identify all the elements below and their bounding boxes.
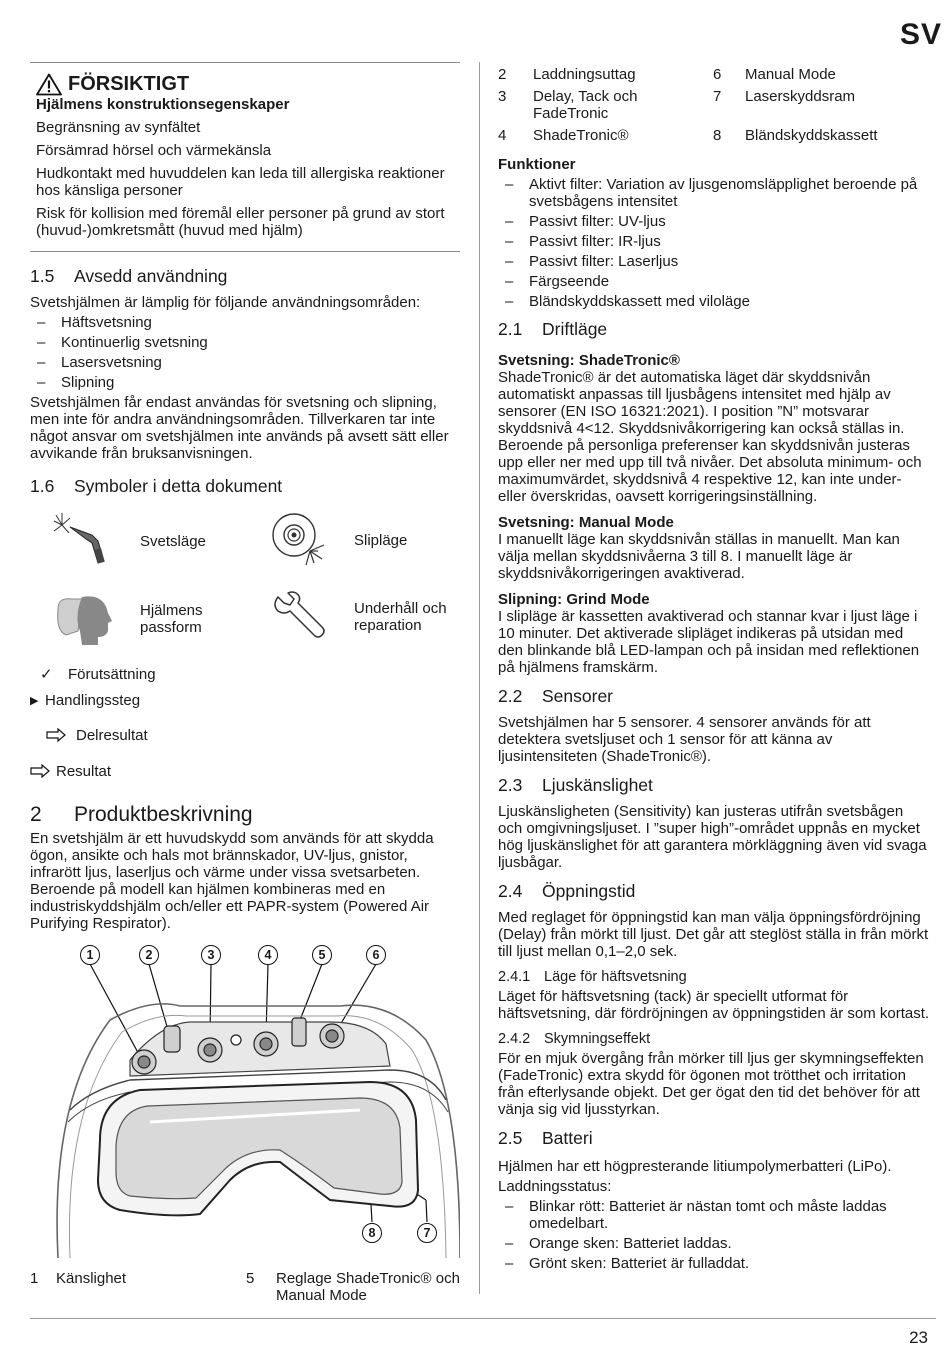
intended-use-list <box>30 314 460 391</box>
sensitivity-body: Ljuskänsligheten (Sensitivity) kan justeras utifrån svetsbågen och omgivningsljuset. I ”super high”-området uppnås en mycket hög ljuskänslighet för att garantera mörkläggning även vid svaga ljusbågar. <box>498 803 927 871</box>
outline-arrow-icon <box>46 728 72 742</box>
caution-item: Risk för kollision med föremål eller personer på grund av stort (huvud-)omkretsmått (huvud med hjälm) <box>36 205 445 239</box>
callout-6: 6 <box>366 945 386 965</box>
section-number: 1.5 <box>30 266 55 286</box>
list-item: – Passivt filter: Laserljus <box>505 253 679 270</box>
section-number: 2.2 <box>498 686 523 706</box>
wrench-icon <box>270 591 332 643</box>
legend-number: 3 <box>498 88 507 105</box>
caution-item: Begränsning av synfältet <box>36 119 201 136</box>
section-title: Driftläge <box>542 319 608 339</box>
section-title: Sensorer <box>542 686 614 706</box>
legend-label: Bländskyddskassett <box>745 127 878 144</box>
caution-header <box>36 73 460 96</box>
legend-number: 1 <box>30 1270 39 1287</box>
legend-label: Känslighet <box>56 1270 127 1287</box>
symbol-grid <box>30 511 460 661</box>
marker-partial-result: Delresultat <box>30 713 460 751</box>
warning-triangle-icon <box>36 73 62 96</box>
caution-item: Försämrad hörsel och värmekänsla <box>36 142 272 159</box>
caution-title: FÖRSIKTIGT <box>68 73 190 95</box>
helmet-figure <box>30 940 460 1258</box>
intended-use-body: Svetshjälmen får endast användas för svetsning och slipning, men inte för andra användningsområden. Tillverkaren tar inte något ansvar om svetshjälmen inte används på avsett sätt eller avvikande från bruksanvisningen. <box>30 394 449 462</box>
caution-subtitle: Hjälmens konstruktionsegenskaper <box>36 96 290 113</box>
symbol-weld <box>52 511 206 571</box>
subheading-shadetronic: Svetsning: ShadeTronic® <box>498 352 680 369</box>
list-item: – Orange sken: Batteriet laddas. <box>505 1235 732 1252</box>
section-title: Skymningseffekt <box>544 1031 651 1047</box>
subheading-grind-mode: Slipning: Grind Mode <box>498 591 650 608</box>
charging-status-list <box>498 1198 930 1272</box>
callout-5: 5 <box>312 945 332 965</box>
shadetronic-body: ShadeTronic® är det automatiska läget där skyddsnivån automatiskt anpassas till ljusbågens intensitet med hjälp av sensorer (EN ISO 16321:2021). I position ”N” motsvarar skyddsnivå 4<12. Skyddsnivåkorrigering kan också ställas in. Beroende på personliga preferenser kan skyddsnivån justeras upp eller ner med upp till två nivåer. Det absoluta minimum- och maximumvärdet, skyddsnivå 4 respektive 12, kan inte under- eller överskridas, oavsett korrigeringsinställning. <box>498 369 922 505</box>
section-number: 2 <box>30 803 42 826</box>
legend-label: Laddningsuttag <box>533 66 636 83</box>
symbol-maintenance <box>270 591 464 643</box>
list-item: – Slipning <box>37 374 115 391</box>
grind-mode-body: I slipläge är kassetten avaktiverad och stannar kvar i ljust läge i 10 minuter. Det aktiverade slipläget indikeras på utsidan med den blinkande blå LED-lampan och på insidan med reflektionen på hjälmens framskärm. <box>498 608 920 676</box>
section-heading-1-6 <box>30 476 460 497</box>
section-number: 2.5 <box>498 1128 523 1148</box>
welding-torch-icon <box>52 511 122 571</box>
helmet-fit-head-icon <box>52 591 122 647</box>
list-item: – Bländskyddskassett med viloläge <box>505 293 750 310</box>
manual-mode-body: I manuellt läge kan skyddsnivån ställas in manuellt. Man kan välja mellan skyddsnivåerna 3 till 8. I manuellt läge är skyddsnivåkorrigeringen avaktiverad. <box>498 531 900 582</box>
section-number: 2.1 <box>498 319 523 339</box>
fade-effect-body: För en mjuk övergång från mörker till ljus ger skymningseffekten (FadeTronic) extra skydd för ögonen mot trötthet och irritation från efterlysande objekt. Det ger ögat den tid det behöver för att vänja sig vid ljusstyrkan. <box>498 1050 924 1118</box>
figure-legend-right <box>498 66 930 144</box>
grinding-disc-icon <box>270 511 332 569</box>
section-heading-1-5 <box>30 266 460 287</box>
tack-mode-body: Läget för häftsvetsning (tack) är speciellt utformat för häftsvetsning, där fördröjningen av öppningstiden är som kortast. <box>498 988 930 1022</box>
callout-3: 3 <box>201 945 221 965</box>
section-number: 1.6 <box>30 476 55 496</box>
right-column <box>498 62 930 1275</box>
list-item: – Aktivt filter: Variation av ljusgenomsläpplighet beroende på svetsbågens intensitet <box>505 176 918 210</box>
callout-1: 1 <box>80 945 100 965</box>
section-heading-2-4 <box>498 881 930 902</box>
list-item: – Blinkar rött: Batteriet är nästan tomt och måste laddas omedelbart. <box>505 1198 887 1232</box>
legend-number: 5 <box>246 1270 255 1287</box>
list-item: – Passivt filter: IR-ljus <box>505 233 661 250</box>
language-tag: SV <box>899 18 942 51</box>
caution-item: Hudkontakt med huvuddelen kan leda till allergiska reaktioner hos känsliga personer <box>36 165 445 199</box>
helmet-illustration <box>30 940 460 1258</box>
list-item: – Färgseende <box>505 273 610 290</box>
legend-number: 8 <box>713 127 722 144</box>
section-title: Avsedd användning <box>74 266 228 286</box>
legend-number: 7 <box>713 88 722 105</box>
legend-label: Reglage ShadeTronic® och Manual Mode <box>276 1270 460 1304</box>
callout-4: 4 <box>258 945 278 965</box>
symbol-grind <box>270 511 407 569</box>
section-title: Ljuskänslighet <box>542 775 653 795</box>
section-title: Produktbeskrivning <box>74 803 253 826</box>
legend-label: ShadeTronic® <box>533 127 629 144</box>
list-item: – Lasersvetsning <box>37 354 162 371</box>
section-heading-2-3 <box>498 775 930 796</box>
section-title: Öppningstid <box>542 881 636 901</box>
symbol-label: Slipläge <box>354 531 408 549</box>
callout-8: 8 <box>362 1223 382 1243</box>
section-title: Batteri <box>542 1128 593 1148</box>
legend-label: Delay, Tack och FadeTronic <box>533 88 638 122</box>
list-item: – Passivt filter: UV-ljus <box>505 213 666 230</box>
section-number: 2.3 <box>498 775 523 795</box>
figure-legend-left <box>30 1270 460 1304</box>
page-number: 23 <box>909 1328 928 1347</box>
marker-step: ▶ Handlingssteg <box>30 691 141 709</box>
left-column <box>30 62 460 1304</box>
symbol-label: Svetsläge <box>140 532 206 550</box>
list-item: – Grönt sken: Batteriet är fulladdat. <box>505 1255 750 1272</box>
callout-7: 7 <box>417 1223 437 1243</box>
sensors-body: Svetshjälmen har 5 sensorer. 4 sensorer används för att detektera svetsljuset och 1 sensor för att känna av ljusintensiteten (ShadeTronic®). <box>498 714 871 765</box>
functions-list <box>498 176 930 310</box>
section-title: Symboler i detta dokument <box>74 476 283 496</box>
column-divider <box>479 62 480 1294</box>
footer-divider <box>30 1318 936 1319</box>
legend-number: 2 <box>498 66 507 83</box>
battery-body: Hjälmen har ett högpresterande litiumpolymerbatteri (LiPo). <box>498 1158 892 1175</box>
section-heading-2-5 <box>498 1128 930 1149</box>
marker-legend <box>30 661 460 787</box>
section-heading-2-4-1 <box>498 969 930 985</box>
legend-label: Laserskyddsram <box>745 88 856 105</box>
section-number: 2.4.2 <box>498 1031 531 1047</box>
section-title: Läge för häftsvetsning <box>544 969 687 985</box>
section-heading-2-2 <box>498 686 930 707</box>
list-item: – Häftsvetsning <box>37 314 152 331</box>
triangle-right-icon: ▶ <box>30 694 39 707</box>
symbol-fit <box>52 591 230 647</box>
section-number: 2.4.1 <box>498 969 531 985</box>
checkmark-icon: ✓ <box>40 666 53 683</box>
outline-arrow-icon <box>30 764 54 778</box>
callout-2: 2 <box>139 945 159 965</box>
legend-number: 6 <box>713 66 722 83</box>
caution-box <box>30 62 460 252</box>
section-heading-2 <box>30 803 460 827</box>
intended-use-intro: Svetshjälmen är lämplig för följande användningsområden: <box>30 294 421 311</box>
charging-status-label: Laddningsstatus: <box>498 1178 612 1195</box>
section-number: 2.4 <box>498 881 523 901</box>
marker-prerequisite: ✓ Förutsättning <box>40 665 156 683</box>
section-heading-2-4-2 <box>498 1031 930 1047</box>
legend-number: 4 <box>498 127 507 144</box>
symbol-label: Underhåll och reparation <box>354 600 447 634</box>
product-description-body: En svetshjälm är ett huvudskydd som används för att skydda ögon, ansikte och hals mot brännskador, UV-ljus, gnistor, infrarött ljus, laserljus och värme under vissa svetsarbeten. Beroende på modell kan hjälmen kombineras med en industriskyddshjälm och/eller ett PAPR-system (Powered Air Purifying Respirator). <box>30 830 434 932</box>
symbol-label: Hjälmens passform <box>140 602 203 636</box>
opening-time-body: Med reglaget för öppningstid kan man välja öppningsfördröjning (Delay) från mörkt till ljust. Det går att steglöst ställa in från mörkt till ljust mellan 0,1–2,0 sek. <box>498 909 929 960</box>
subheading-manual-mode: Svetsning: Manual Mode <box>498 514 674 531</box>
section-heading-2-1 <box>498 319 930 340</box>
legend-label: Manual Mode <box>745 66 836 83</box>
list-item: – Kontinuerlig svetsning <box>37 334 208 351</box>
functions-heading: Funktioner <box>498 156 576 173</box>
marker-result: Resultat <box>30 751 460 787</box>
